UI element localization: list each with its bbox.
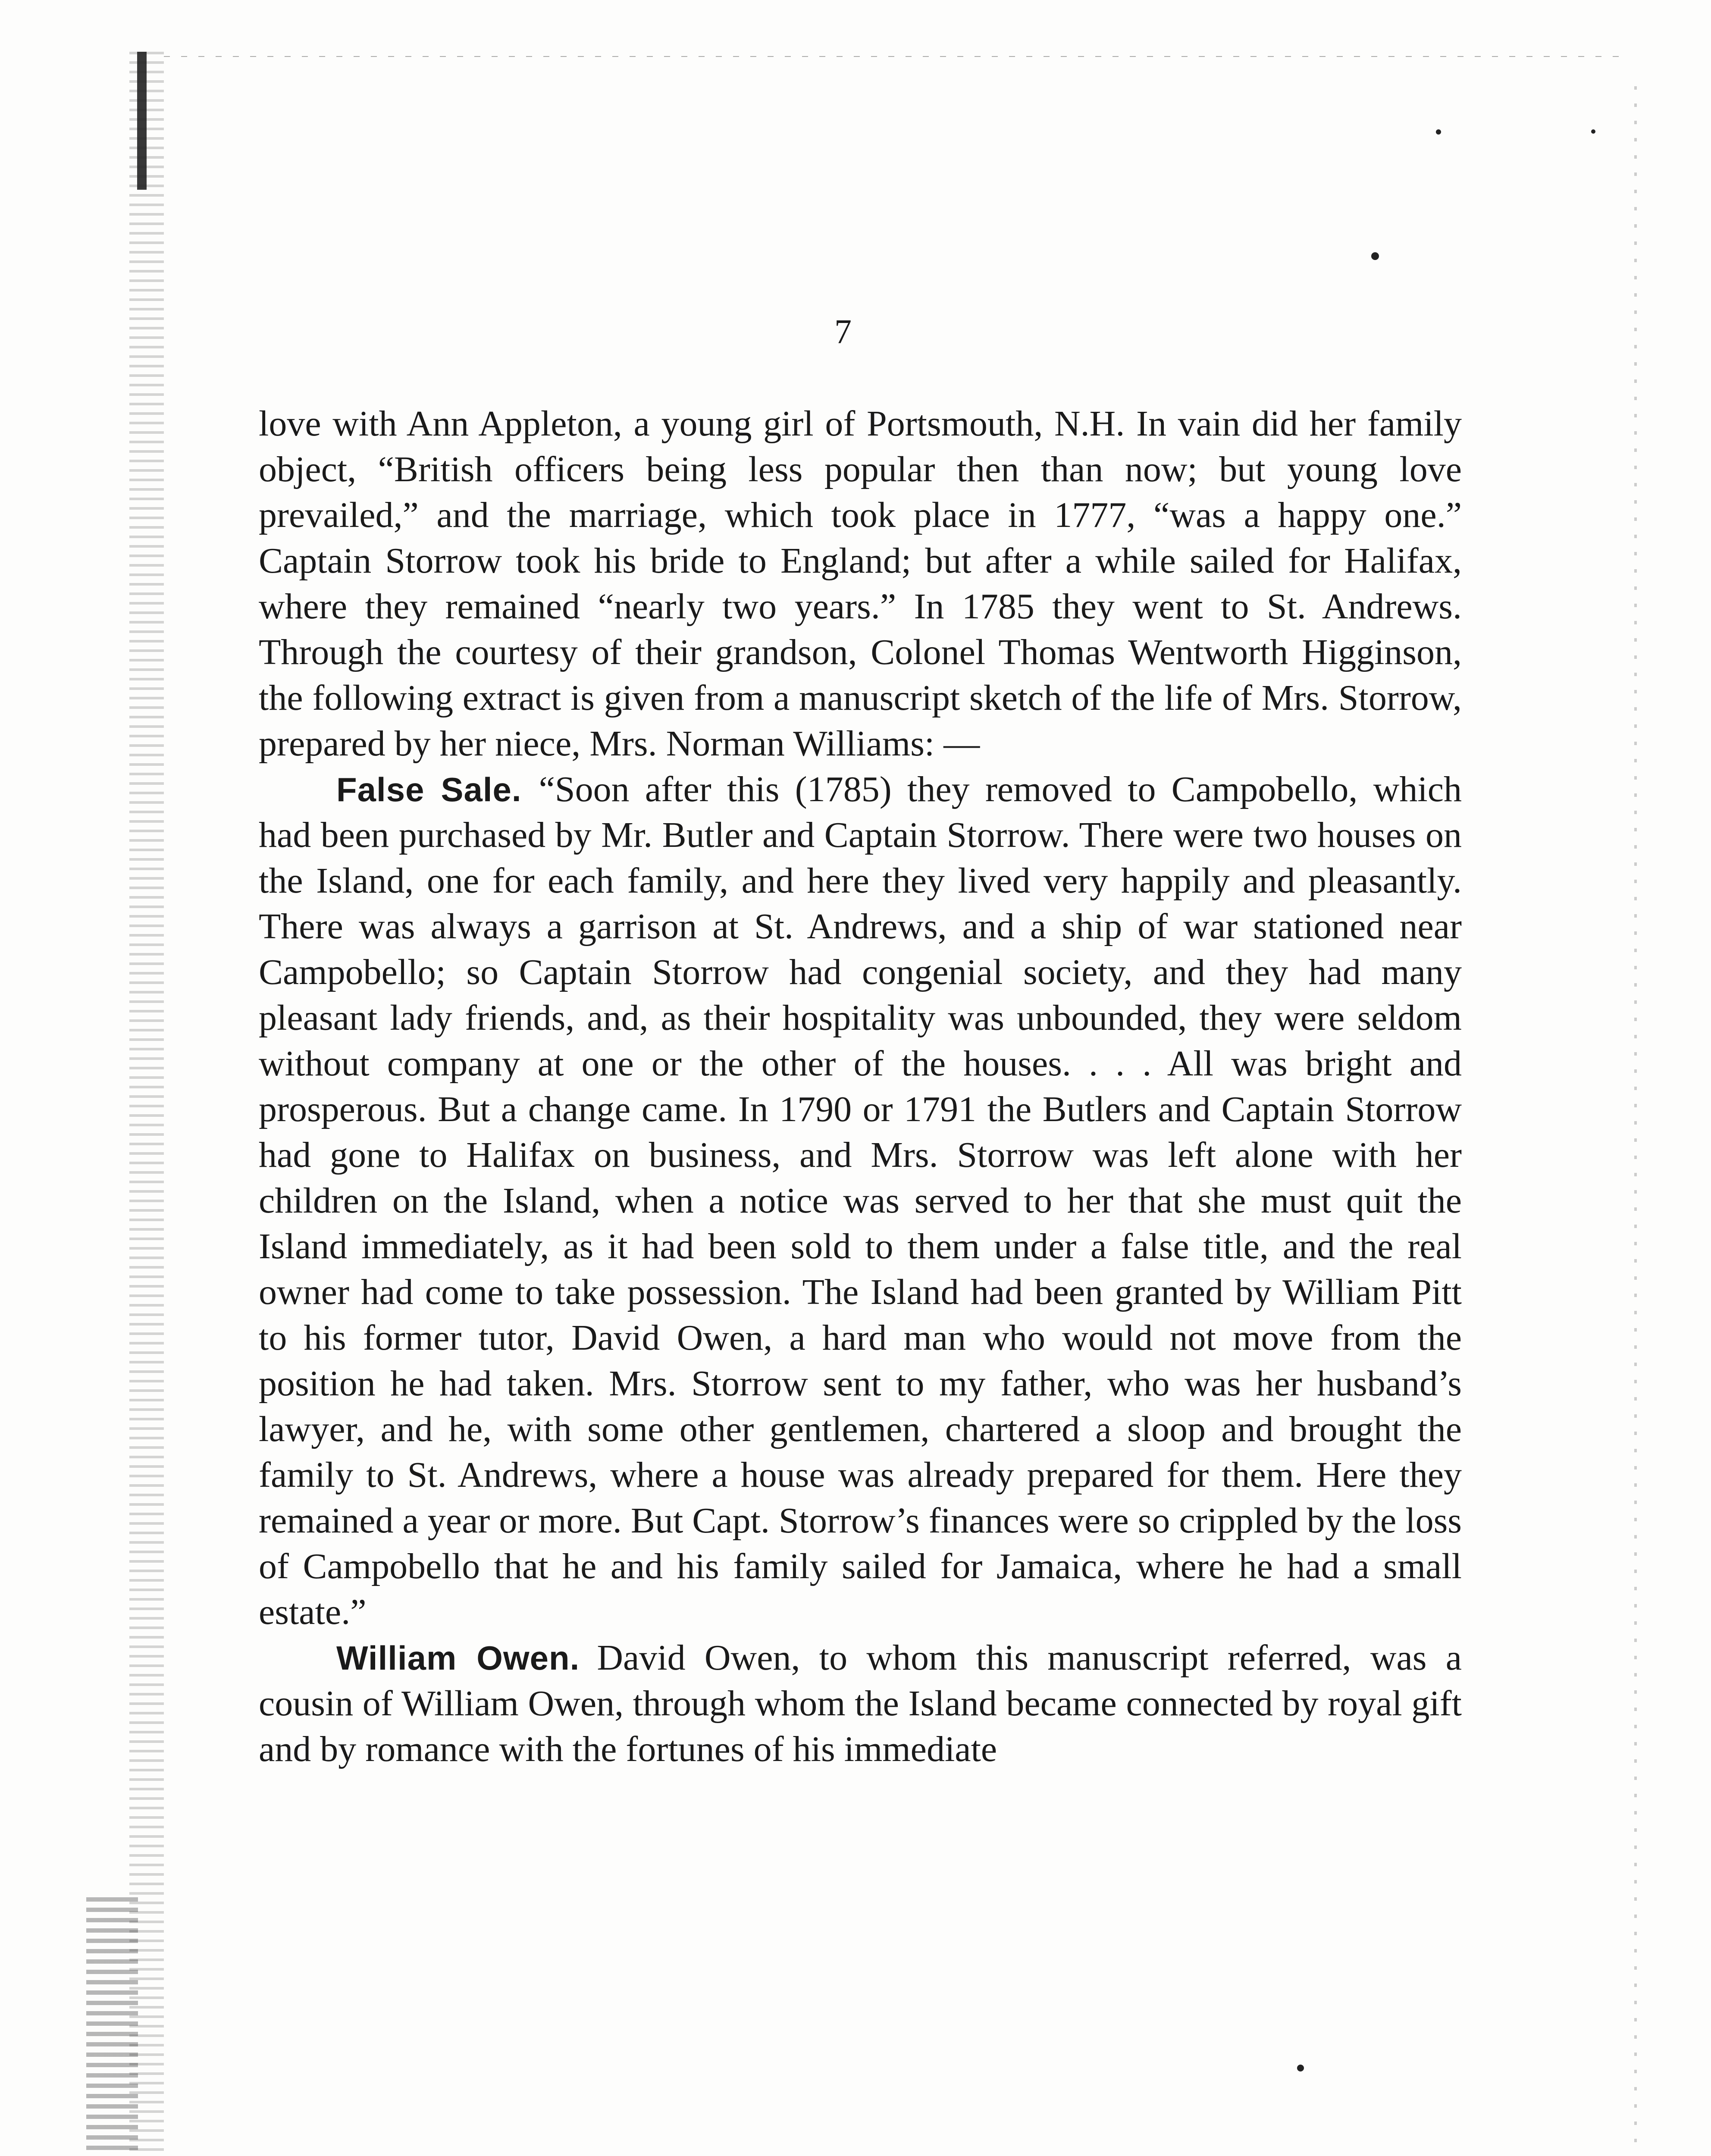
scan-speck [1297,2065,1304,2071]
top-scan-edge [164,56,1630,57]
paragraph-text: love with Ann Appleton, a young girl of Portsmouth, N.H. In vain did her family object, “British officers being less popular then than now; but young love prevailed,” and the marriage, which took place in 1777, “was a happy one.” Captain Storrow took his bride to England; but after a while sailed for Halifax, where they remained “nearly two years.” In 1785 they went to St. Andrews. Through the courtesy of their grandson, Colonel Thomas Wentworth Higginson, the following extract is given from a manuscript sketch of the life of Mrs. Storrow, prepared by her niece, Mrs. Norman Williams: — [259,404,1462,764]
paragraph-text: David Owen, to whom this manuscript referred, was a cousin of William Owen, through whom the Island became connected by royal gift and by romance with the fortunes of his immediate [259,1638,1462,1769]
right-scan-edge [1634,86,1637,2156]
paragraph [259,1635,1462,1772]
body-text [259,401,1462,1772]
section-heading: William Owen. [336,1639,580,1677]
page-number: 7 [834,313,852,351]
paragraph [259,767,1462,1635]
binding-shadow-artifact [137,52,147,190]
section-heading: False Sale. [336,771,522,808]
binding-edge-artifact [129,52,164,2156]
scan-speck [1436,129,1441,135]
scan-speck [1371,252,1379,260]
binding-bottom-artifact [86,1897,138,2156]
paragraph-text: “Soon after this (1785) they removed to Campobello, which had been purchased by Mr. Butler and Captain Storrow. There were two houses on the Island, one for each family, and here they lived very happily and pleasantly. There was always a garrison at St. Andrews, and a ship of war stationed near Campobello; so Captain Storrow had congenial society, and they had many pleasant lady friends, and, as their hospitality was unbounded, they were seldom without company at one or the other of the houses. . . . All was bright and prosperous. But a change came. In 1790 or 1791 the Butlers and Captain Storrow had gone to Halifax on business, and Mrs. Storrow was left alone with her children on the Island, when a notice was served to her that she must quit the Island immediately, as it had been sold to them under a false title, and the real owner had come to take possession. The Island had been granted by William Pitt to his former tutor, David Owen, a hard man who would not move from the position he had taken. Mrs. Storrow sent to my father, who was her husband’s lawyer, and he, with some other gentlemen, chartered a sloop and brought the family to St. Andrews, where a house was already prepared for them. Here they remained a year or more. But Capt. Storrow’s finances were so crippled by the loss of Campobello that he and his family sailed for Jamaica, where he had a small estate.” [259,769,1462,1632]
paragraph [259,401,1462,767]
scan-speck [1591,129,1595,134]
